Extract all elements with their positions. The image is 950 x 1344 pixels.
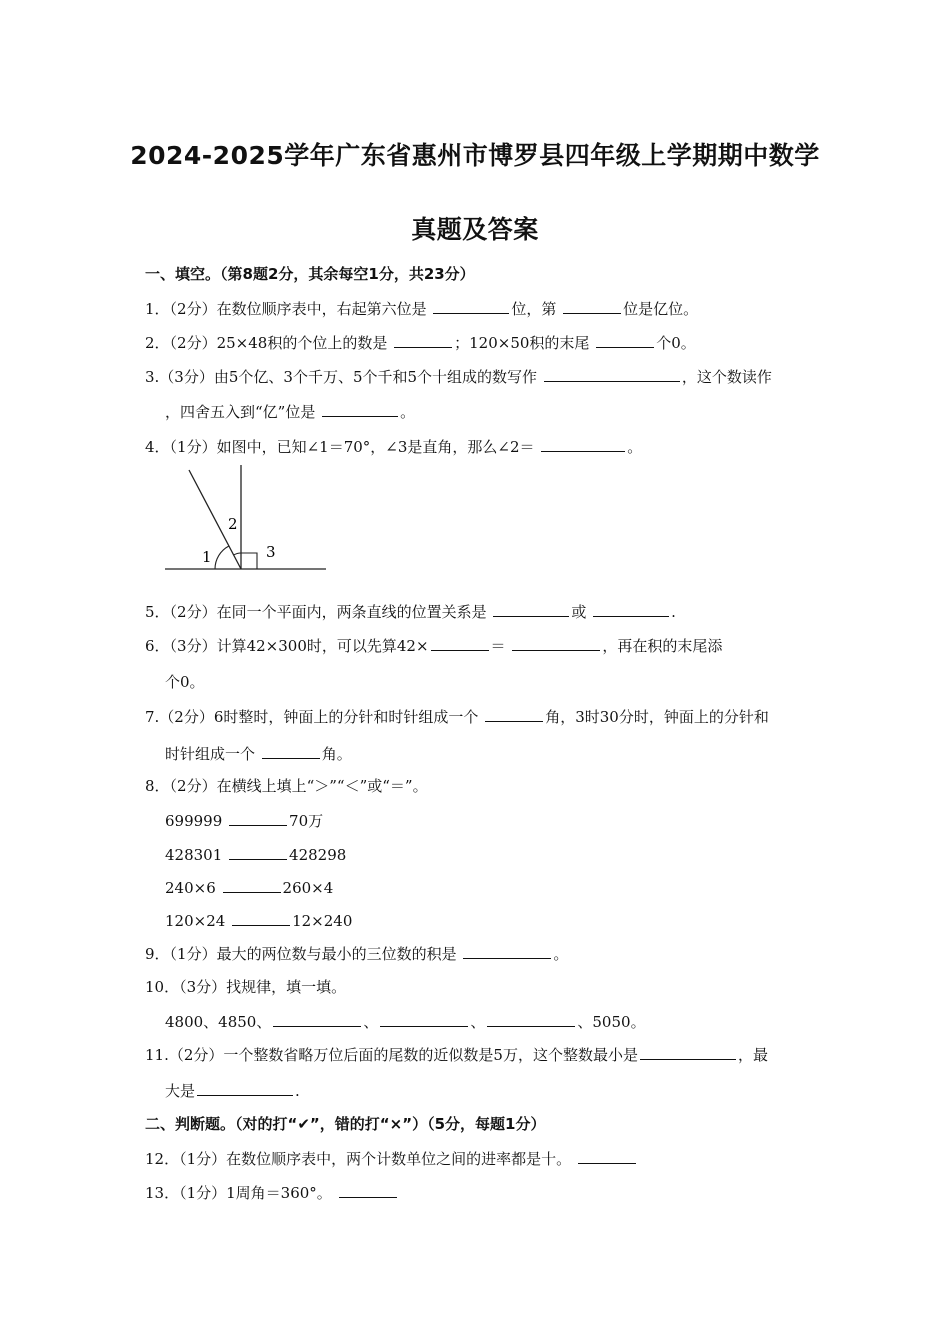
question-6-cont: 个0。 [165,673,205,691]
q3-text-c: ，四舍五入到“亿”位是 [165,403,316,421]
question-12 [145,1148,638,1169]
q10-sep-1: 、 [363,1013,379,1031]
angle-label-2: 2 [228,515,238,533]
question-11 [145,1044,768,1065]
page-title-line1: 2024-2025学年广东省惠州市博罗县四年级上学期期中数学 [130,141,820,170]
q10-sep-2: 、 [470,1013,486,1031]
q9-blank-1[interactable] [463,943,551,959]
q11-text-b: ，最 [737,1046,768,1064]
angle-label-3: 3 [266,543,276,561]
q6-blank-2[interactable] [512,635,600,651]
right-angle-mark [241,553,257,569]
q8-row1-left: 699999 [165,812,223,830]
q11-text-c: 大是 [165,1082,196,1100]
q8-row3-blank[interactable] [223,877,281,893]
q2-blank-1[interactable] [394,332,452,348]
section1-heading: 一、填空。（第8题2分，其余每空1分，共23分） [145,265,475,283]
q4-blank-1[interactable] [541,436,625,452]
q5-blank-1[interactable] [493,601,569,617]
q8-row4-right: 12×240 [292,912,353,930]
q2-text-b: ；120×50积的末尾 [454,334,590,352]
q1-text-a: 1．（2分）在数位顺序表中，右起第六位是 [145,300,427,318]
q3-text-d: 。 [400,403,416,421]
question-10: 10．（3分）找规律，填一填。 [145,978,347,996]
q3-text-a: 3.（3分）由5个亿、3个千万、5个千和5个十组成的数写作 [145,368,538,386]
q7-text-b: 角，3时30分时，钟面上的分针和 [545,708,769,726]
q3-text-b: ，这个数读作 [681,368,772,386]
q7-blank-1[interactable] [485,706,543,722]
question-7 [145,706,769,727]
question-4 [145,436,642,457]
page-title-line2: 真题及答案 [411,215,539,244]
q1-text-b: 位，第 [511,300,557,318]
q8-row2-left: 428301 [165,846,223,864]
q5-text-c: . [671,603,676,621]
q8-row1-right: 70万 [289,812,324,830]
q8-row3-left: 240×6 [165,879,216,897]
q8-row1-blank[interactable] [229,810,287,826]
q5-blank-2[interactable] [593,601,669,617]
q10-blank-1[interactable] [273,1011,361,1027]
q4-text-a: 4．（1分）如图中，已知∠1＝70°，∠3是直角，那么∠2＝ [145,438,535,456]
q6-blank-1[interactable] [431,635,489,651]
question-6 [145,635,722,656]
question-11-cont [165,1080,300,1101]
q7-blank-2[interactable] [262,743,320,759]
q13-blank-1[interactable] [339,1182,397,1198]
q1-blank-1[interactable] [433,298,509,314]
q8-row2-right: 428298 [289,846,347,864]
angle-label-1: 1 [202,548,212,566]
question-8: 8．（2分）在横线上填上“＞”“＜”或“＝”。 [145,777,428,795]
q12-blank-1[interactable] [578,1148,636,1164]
q6-text-c: ，再在积的末尾添 [602,637,723,655]
q9-text-b: 。 [553,945,569,963]
q7-text-c: 时针组成一个 [165,745,256,763]
q3-blank-1[interactable] [544,366,680,382]
question-13 [145,1182,399,1203]
section2-heading: 二、判断题。（对的打“✔”，错的打“×”）（5分，每题1分） [145,1115,546,1133]
question-5 [145,601,676,622]
angle1-arc [215,546,229,569]
q5-text-b: 或 [571,603,587,621]
question-9 [145,943,568,964]
question-10-sequence [165,1011,646,1032]
question-7-cont [165,743,352,764]
question-2 [145,332,696,353]
question-3 [145,366,772,387]
q8-row3-right: 260×4 [282,879,334,897]
q11-blank-1[interactable] [640,1044,736,1060]
q1-blank-2[interactable] [563,298,621,314]
q10-blank-2[interactable] [380,1011,468,1027]
q8-row-1 [165,810,323,831]
q9-text-a: 9．（1分）最大的两位数与最小的三位数的积是 [145,945,457,963]
question-3-cont [165,401,415,422]
q5-text-a: 5．（2分）在同一个平面内，两条直线的位置关系是 [145,603,487,621]
q7-text-a: 7.（2分）6时整时，钟面上的分针和时针组成一个 [145,708,479,726]
q8-row2-blank[interactable] [229,844,287,860]
q2-text-a: 2．（2分）25×48积的个位上的数是 [145,334,388,352]
q13-text-a: 13．（1分）1周角＝360°。 [145,1184,332,1202]
q8-row-4 [165,910,352,931]
q1-text-c: 位是亿位。 [623,300,699,318]
q8-row-3 [165,877,333,898]
q4-text-b: 。 [627,438,643,456]
q8-row4-blank[interactable] [232,910,290,926]
q11-text-a: 11.（2分）一个整数省略万位后面的尾数的近似数是5万，这个整数最小是 [145,1046,638,1064]
q2-blank-2[interactable] [596,332,654,348]
q8-row4-left: 120×24 [165,912,226,930]
q10-sequence-start: 4800、4850、 [165,1013,272,1031]
question-1 [145,298,698,319]
q6-text-b: ＝ [490,637,506,655]
angle2-arc [234,553,241,555]
angle-figure [160,462,335,577]
q10-blank-3[interactable] [487,1011,575,1027]
q12-text-a: 12．（1分）在数位顺序表中，两个计数单位之间的进率都是十。 [145,1150,572,1168]
q10-sequence-end: 、5050。 [577,1013,646,1031]
q11-text-d: . [295,1082,300,1100]
q3-blank-2[interactable] [322,401,398,417]
q7-text-d: 角。 [321,745,352,763]
q8-row-2 [165,844,346,865]
q6-text-a: 6．（3分）计算42×300时，可以先算42× [145,637,429,655]
q2-text-c: 个0。 [656,334,696,352]
q11-blank-2[interactable] [197,1080,293,1096]
